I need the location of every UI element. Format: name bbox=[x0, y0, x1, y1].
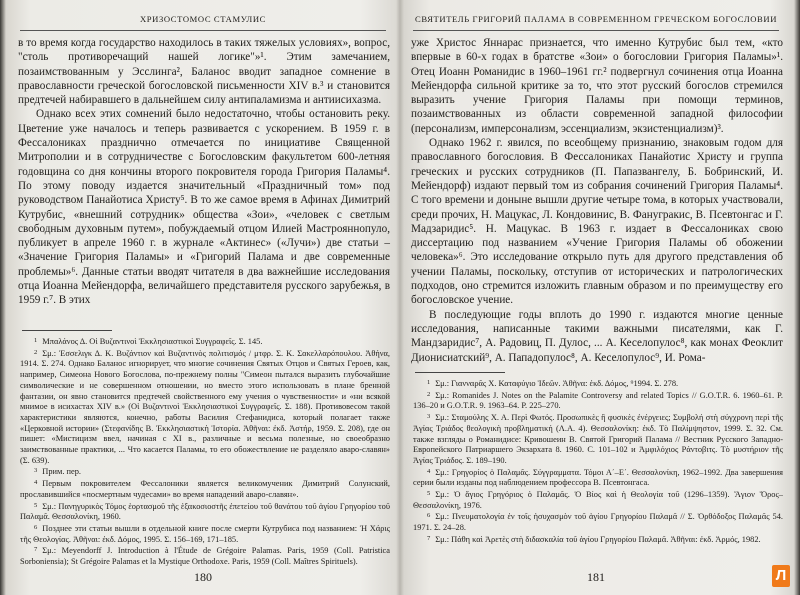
right-page bbox=[407, 0, 785, 595]
footnote-text: Первым покровителем Фессалоники является великомученик Димитрий Солунский, прославившийся «посмертным чудесами» во время нападений аваро-славян». bbox=[20, 479, 390, 499]
footnote-number: 4 bbox=[427, 467, 431, 475]
footnote-number: 3 bbox=[34, 467, 38, 475]
footnote-number: 4 bbox=[34, 479, 38, 487]
footnote-text: Σμ.: Πάθη καὶ Ἀρετὲς στὴ διδασκαλία τοῦ ἁγίου Γρηγορίου Παλαμᾶ. Ἀθῆναι: ἐκδ. Ἀρμός, 1982. bbox=[435, 534, 761, 544]
body-text-right bbox=[411, 36, 783, 365]
paragraph: уже Христос Яннарас признается, что именно Кутрубис был тем, «кто впервые в 60-х годах в братстве «Зои» о богословии Григория Паламы»¹. Отец Иоанн Романидис в 1960–1961 гг.² подвергнул сочинения отца Иоанна Мейендорфа сильной критике за то, что этот русский богослов стремился выразить учение Григория Паламы при помощи терминов, позаимствованных из области современной западной философии (персонализм, имперсонализм, эссенциализм, экзистенциализм)³. bbox=[411, 37, 783, 135]
running-head-right: СВЯТИТЕЛЬ ГРИГОРИЙ ПАЛАМА В СОВРЕМЕННОМ ГРЕЧЕСКОМ БОГОСЛОВИИ bbox=[414, 14, 777, 24]
footnote-text: Σμ.: Ἐσσελιγκ Δ. Κ. Βυζάντιον καὶ Βυζαντινὸς πολιτισμός / μτφρ. Σ. Κ. Σακελλαρόπουλου. Ἀθήνα, 1914. Σ. 274. Однако Баланос игнорирует, что многие сочинения Святых Отцов и Святых Героев, как, например, Симеона Нового Богослова, по-прежнему полны "Симеон пытался выразить глубочайшие символические и не совершенном отношении, но вместо этого использовать в плане бренной фантазии, он явно становится предтечей свойственного ему учения о чувственности» и «ни всякой мнимое в исихастах XIV в.» (Οἱ Βυζαντινοὶ Ἐκκλησιαστικοὶ Συγγραφεῖς. Σ. 188). Противовесом такой характеристики являются, конечно, работы Василия Стефанидиса, который полагает также «Церковной истории» (Στεφανίδης Β. Ἐκκλησιαστικὴ Ἱστορία. Ἀθῆναι: ἐκδ. Ἀστήρ, 1959. Σ. 208), где он пишет: «Мистицизм ввел, начиная с XI в., различные и весьма полезные, но своеобразно заимствованные практики, ... Что касается Паламы, то его обожествление не разделяло аваро-славян» (Σ. 639). bbox=[20, 348, 390, 465]
footnote-text: Σμ.: Πνευματολογία ἐν τοῖς ἡσυχασμὸν τοῦ ἁγίου Γρηγορίου Παλαμᾶ // Σ. Ὀρθόδοξος Παλαμᾶς 54. 1971. Σ. 24–28. bbox=[413, 512, 783, 533]
footnote-number: 2 bbox=[34, 348, 38, 356]
paragraph: Однако всех этих сомнений было недостаточно, чтобы остановить реку. Цветение уже началось и теперь развивается с ускорением. В 1959 г. в Фессалониках празднично отмечается по инициативе Священной Митрополии и в сотрудничестве с Богословским факультетом 600-летняя годовщина со дня кончины второго покровителя города Григория Паламы⁴. По этому поводу издается значительный «Праздничный том» под руководством Панайотиса Христу⁵. В то же самое время в Афинах Димитрий Кутрубис, «внешний сотрудник» общества «Зои», «человек с светлым свободным духовным путем», побуждаемый отцом Илией Мастрояннопуло, публикует в апреле 1960 г. в журнале «Актинес» («Лучи») две статьи – «Значение Григория Паламы» и «Григорий Палама и две современные проблемы»⁶. Данные статьи вводят читателя в два важнейшие исследования отца Иоанна Мейендорфа, величайшего представителя русского зарубежья, в 1959 г.⁷. В этих bbox=[18, 108, 390, 307]
footnote-number: 5 bbox=[427, 490, 431, 498]
footnote-number: 7 bbox=[34, 546, 38, 554]
page-number-right: 181 bbox=[587, 570, 605, 584]
footnote-rule bbox=[22, 330, 112, 331]
footnote-text: Σμ.: Meyendorff J. Introduction à l'Étude de Grégoire Palamas. Paris, 1959 (Coll. Patristica Sorboniensia); St Grégoire Palamas et la Mystique Orthodoxe. Paris, 1959 (Coll. Maîtres Spirituels). bbox=[20, 546, 390, 567]
header-rule bbox=[20, 30, 386, 31]
paragraph: Однако 1962 г. явился, по всеобщему признанию, знаковым годом для православного богословия. В Фессалониках Панайотис Христу и группа греческих и русских сотрудников (П. Папазвангелу, Б. Бобринский, И. Мейендорф) издают первый том из собрания сочинений Григория Паламы⁴. С того времени и доныне вышли другие четыре тома, в которых участвовали, среди прочих, Н. Мацукас, Л. Кондовинис, В. Фанугракис, В. Псевтонгас и Г. Мадзаридис⁵. Н. Мацукас. В 1963 г. издает в Фессалониках свою диссертацию под названием «Учение Григория Паламы об обожении человека»⁶. Это исследование открыло путь для другого представления об учении Паламы, поскольку, отступив от исторических и патрологических подходов, оно стремится изложить главным образом и по преимуществу его богословское учение. bbox=[411, 137, 783, 307]
footnote-text: Μπαλάνος Δ. Οἱ Βυζαντινοὶ Ἐκκλησιαστικοὶ Συγγραφεῖς. Σ. 145. bbox=[42, 337, 263, 346]
paragraph: В последующие годы вплоть до 1990 г. издаются многие ценные исследования, написанные такими важными писателями, как Г. Мандзаридис⁷, А. Радовиц, П. Дулос, ... А. Кеселопулос⁸, как монах Феоклит Дионисиатский⁹, А. Пападопулос⁸, А. Кеселопулос⁹, И. Рома- bbox=[411, 308, 783, 364]
footnotes-left bbox=[20, 336, 390, 568]
footnote-number: 1 bbox=[34, 337, 38, 344]
footnote-text: Σμ.: Romanides J. Notes on the Palamite Controversy and related Topics // G.O.T.R. 6. 1960–61. P. 136–20 и G.O.T.R. 9. 1963–64. P. 225–270. bbox=[413, 390, 783, 411]
running-head-left: ХРИЗОСТОМОС СТАМУЛИС bbox=[140, 14, 266, 24]
footnote-number: 6 bbox=[427, 512, 431, 520]
footnote-number: 7 bbox=[427, 534, 431, 542]
paragraph: в то время когда государство находилось в таких тяжелых условиях», вопрос, "столь противоречащий нашей логике"»¹. Этим замечанием, позаимствованным у Эсслинга², Баланос вводит западное сомнение в православности греческой богословской письменности XIV в.³ и становится предтечей набиравшего в дальнейшем силу антипаламизма и антиисихазма. bbox=[18, 37, 390, 107]
watermark-logo-icon: Л bbox=[772, 565, 790, 587]
footnote-text: Σμ.: Γιανναρᾶς Χ. Καταφύγιο Ἰδεῶν. Ἀθῆνα: ἐκδ. Δόμος, ⁹1994. Σ. 278. bbox=[435, 379, 679, 388]
footnote-number: 2 bbox=[427, 390, 431, 398]
footnote-text: Σμ.: Σταμούλης Χ. Α. Περὶ Φωτός. Προσωπικὲς ἢ φυσικὲς ἐνέργειες; Συμβολή στὴ σύγχρονη περὶ τῆς Ἁγίας Τριάδος θεολογικὴ προβληματική (Λ.Α. 4). Θεσσαλονίκη: ἐκδ. Τὸ Παλίμψηστον, 1999. Σ. 32. См. также взгляды о Романидисе: Кривошеин В. Святой Григорий Палама // Вестник Русского Западно-Европейского Патриаршего Экзархата 8. 1960. С. 101–102 и Ἀμφιλόχιος Ράντοβιτς. Τὸ μυστήριον τῆς Ἁγίας Τριάδος. Σ. 189–190. bbox=[413, 413, 783, 465]
footnote-number: 3 bbox=[427, 413, 431, 421]
footnote-text: Σμ.: Ὁ ἅγιος Γρηγόριος ὁ Παλαμᾶς. Ὁ Βίος καὶ ἡ Θεολογία τοῦ (1296–1359). Ἅγιον Ὄρος–Θεσσαλονίκη, 1976. bbox=[413, 490, 783, 510]
page-number-left: 180 bbox=[194, 570, 212, 584]
left-page bbox=[14, 0, 392, 595]
footnote-rule bbox=[415, 372, 505, 373]
footnote-number: 6 bbox=[34, 523, 38, 531]
footnote-text: Σμ.: Γρηγορίος ὁ Παλαμᾶς. Σύγγραμματα. Τόμοι Α΄–Ε΄. Θεσσαλονίκη, 1962–1992. Два завершения серии были изданы под наблюдением профессора В. Псевтонгаса. bbox=[413, 467, 783, 488]
footnote-text: Позднее эти статьи вышли в отдельной книге после смерти Кутрубиса под названием: Ἡ Χάρις τῆς Θεολογίας. Ἀθῆναι: ἐκδ. Δόμος, 1995. Σ. 156–169, 171–185. bbox=[20, 523, 390, 544]
footnote-number: 1 bbox=[427, 379, 431, 386]
footnote-text: Прим. пер. bbox=[42, 467, 81, 477]
footnotes-right bbox=[413, 378, 783, 546]
footnote-number: 5 bbox=[34, 501, 38, 509]
body-text-left bbox=[18, 36, 390, 308]
header-rule bbox=[413, 30, 779, 31]
footnote-text: Σμ.: Πανηγυρικὸς Τόμος ἑορτασμοῦ τῆς ἑξακοσιοστῆς ἐπετείου τοῦ θανάτου τοῦ ἁγίου Γρηγορίου τοῦ Παλαμᾶ. Θεσσαλονίκη, 1960. bbox=[20, 501, 390, 522]
